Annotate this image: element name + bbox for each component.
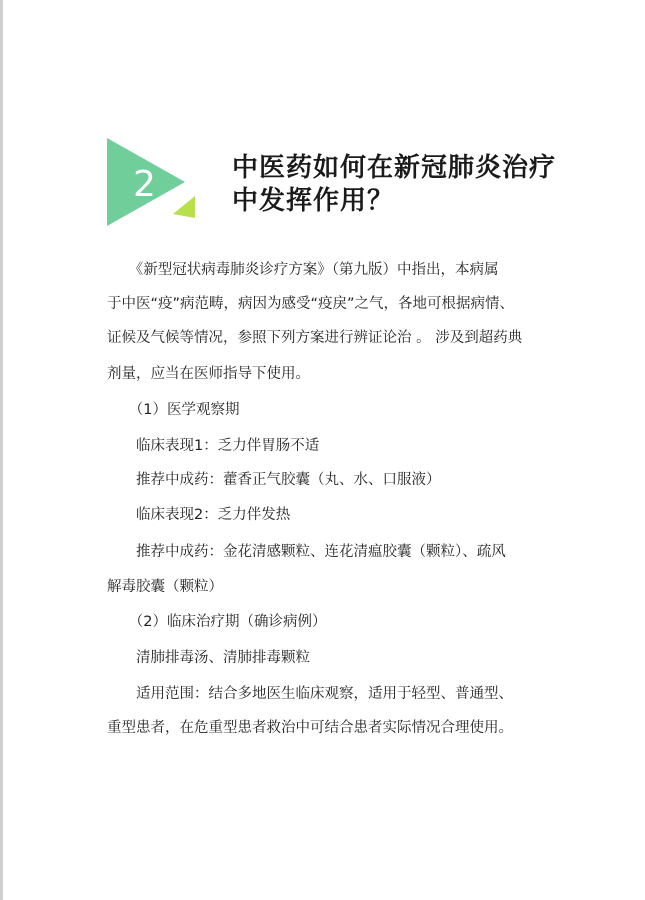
- section-title-line-1: 中医药如何在新冠肺炎治疗: [232, 153, 557, 183]
- section-number-badge: [107, 138, 199, 230]
- body-line-3: 证候及气候等情况，参照下列方案进行辨证论治 。 涉及到超药典: [107, 330, 523, 346]
- body-line-9: 推荐中成药：金花清感颗粒、连花清瘟胶囊（颗粒）、疏风: [107, 544, 506, 560]
- body-line-4: 剂量，应当在医师指导下使用。: [107, 366, 310, 382]
- section-number: 2: [133, 164, 156, 205]
- section-title: [232, 152, 612, 218]
- page-left-edge: [0, 0, 3, 900]
- body-line-8: 临床表现2：乏力伴发热: [107, 507, 291, 523]
- body-line-2: 于中医“疫”病范畴，病因为感受“疫戾”之气，各地可根据病情、: [107, 296, 515, 312]
- body-line-13: 适用范围：结合多地医生临床观察，适用于轻型、普通型、: [107, 686, 513, 702]
- body-line-6: 临床表现1：乏力伴胃肠不适: [107, 438, 320, 454]
- section-title-line-2: 中发挥作用？: [232, 186, 395, 216]
- body-line-7: 推荐中成药：藿香正气胶囊（丸、水、口服液）: [107, 472, 441, 488]
- badge-accent-triangle: [173, 196, 195, 218]
- body-line-14: 重型患者，在危重型患者救治中可结合患者实际情况合理使用。: [107, 720, 513, 736]
- subheading-observation-period: （1）医学观察期: [107, 402, 240, 418]
- section-badge-graphic: [107, 138, 199, 230]
- subheading-treatment-period: （2）临床治疗期（确诊病例）: [107, 614, 327, 630]
- body-line-10: 解毒胶囊（颗粒）: [107, 579, 223, 595]
- body-line-12: 清肺排毒汤、清肺排毒颗粒: [107, 650, 310, 666]
- body-line-1: 《新型冠状病毒肺炎诊疗方案》（第九版）中指出，本病属: [107, 262, 499, 278]
